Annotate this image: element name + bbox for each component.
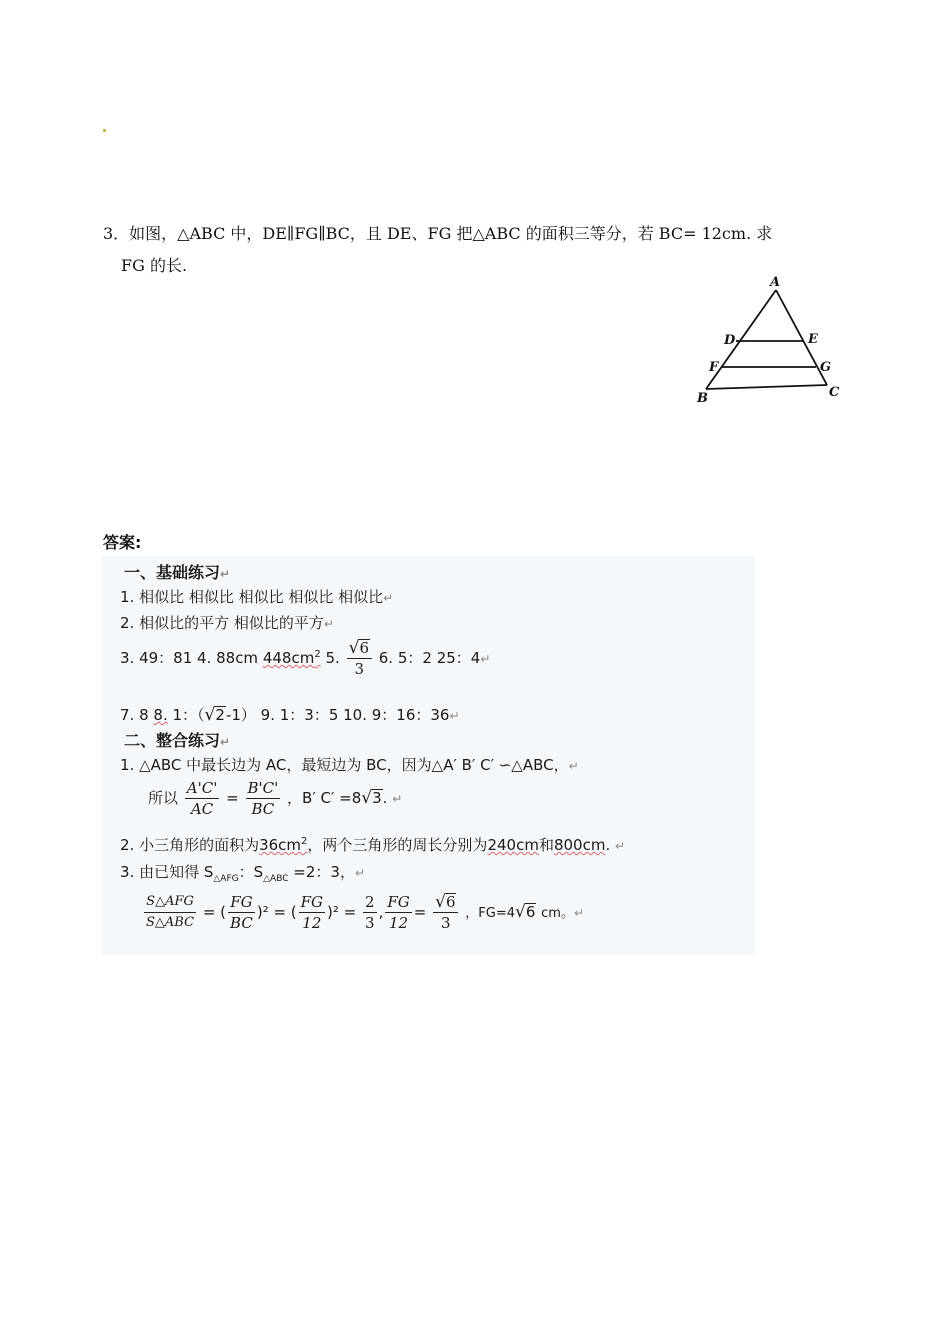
label-g: G [820, 360, 832, 375]
section-1-heading: 一、基础练习↵ [124, 563, 231, 582]
fraction-a1c1-ac: $\frac{A'C'}{AC}$ [186, 779, 218, 818]
label-e: E [808, 332, 818, 347]
triangle-figure [690, 272, 850, 407]
integrated-answer-2: 2. 小三角形的面积为$36cm^2$，两个三角形的周长分别为240cm和800cm. ↵ [120, 836, 626, 854]
area-value: $448cm^2$ [262, 649, 321, 667]
label-d: D [724, 333, 736, 348]
label-c: C [829, 385, 840, 400]
answer-3-6: 3. 49：81 4. 88cm $448cm^2$ 5. $\frac{√6}{3}$ 6. 5：2 25：4↵ [120, 638, 491, 678]
fraction-area-ratio: $\frac{\text{S△AFG}}{\text{S△ABC}}$ [146, 894, 195, 930]
label-f: F [709, 360, 719, 375]
question-line-2: FG 的长. [121, 256, 188, 275]
integrated-answer-1-line-1: 1. △ABC 中最长边为 AC，最短边为 BC，因为△A′ B′ C′ ∽△ABC，↵ [120, 756, 579, 774]
section-2-heading: 二、整合练习↵ [124, 731, 231, 750]
question-line-1: 3．如图，△ABC 中，DE∥FG∥BC，且 DE、FG 把△ABC 的面积三等分，若 BC= 12cm. 求 [103, 224, 773, 243]
integrated-answer-3-line-2: $\frac{\text{S△AFG}}{\text{S△ABC}}$ = ( $\frac{FG}{BC}$ )² = ( $\frac{FG}{12}$ )² = $\frac{2}{3}$ , $\frac{FG}{12}$ = $\frac{√6}{3}$ ，FG=4√6 cm。↵ [146, 892, 585, 932]
answer-title: 答案: [103, 533, 142, 552]
answer-2: 2. 相似比的平方 相似比的平方↵ [120, 614, 334, 632]
stray-dot [103, 129, 106, 132]
side-bc [706, 385, 827, 389]
integrated-answer-1-line-2: 所以 $\frac{A'C'}{AC}$ = $\frac{B'C'}{BC}$ ，B′ C′ =8√3. ↵ [148, 779, 403, 818]
fraction-b1c1-bc: $\frac{B'C'}{BC}$ [247, 779, 279, 818]
answer-7-10: 7. 8 8. 1：（√2-1） 9. 1：3：5 10. 9：16：36↵ [120, 705, 460, 725]
answer-panel [102, 556, 755, 954]
label-a: A [770, 275, 781, 290]
answer-1: 1. 相似比 相似比 相似比 相似比 相似比↵ [120, 588, 394, 606]
label-b: B [697, 391, 708, 406]
integrated-answer-3-line-1: 3. 由已知得 $S_{\triangle AFG}$：$S_{\triangle ABC} =2$：3，↵ [120, 863, 366, 884]
fraction-sqrt6-over-3: $\frac{√6}{3}$ [347, 638, 372, 679]
